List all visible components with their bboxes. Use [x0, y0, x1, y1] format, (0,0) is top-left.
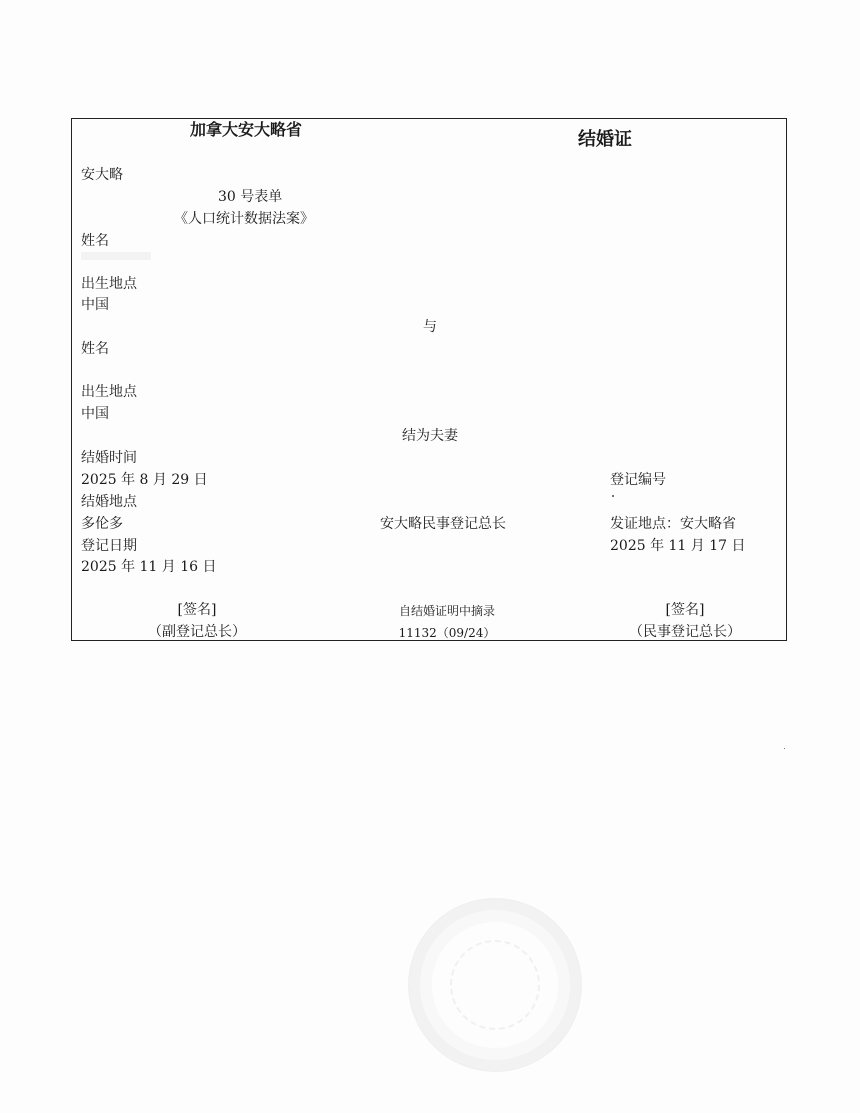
- marriage-place: 多伦多: [81, 516, 123, 532]
- party2-name-label: 姓名: [81, 341, 109, 357]
- jurisdiction-label: 安大略: [81, 167, 123, 183]
- extract-note: 自结婚证明中摘录: [398, 604, 495, 618]
- marriage-date-label: 结婚时间: [81, 450, 137, 466]
- deputy-signature-placeholder: [签名]: [177, 602, 217, 618]
- registrar-role: （民事登记总长）: [629, 624, 741, 640]
- seal-inner-ring: [450, 940, 540, 1030]
- registrar-signature-placeholder: [签名]: [665, 602, 705, 618]
- registration-number-redacted: [612, 495, 614, 497]
- party1-birthplace: 中国: [81, 297, 109, 313]
- scan-speck: [784, 748, 785, 749]
- form-code: 11132（09/24）: [398, 626, 496, 640]
- party1-name-redacted: [81, 252, 151, 260]
- form-number: 30 号表单: [218, 189, 283, 205]
- registration-date-label: 登记日期: [81, 538, 137, 554]
- party2-birthplace: 中国: [81, 406, 109, 422]
- registration-date: 2025 年 11 月 16 日: [81, 559, 217, 575]
- issue-date: 2025 年 11 月 17 日: [610, 538, 746, 554]
- party1-birthplace-label: 出生地点: [81, 276, 137, 292]
- party2-birthplace-label: 出生地点: [81, 384, 137, 400]
- registration-number-label: 登记编号: [610, 472, 666, 488]
- party1-name-label: 姓名: [81, 233, 109, 249]
- province-heading: 加拿大安大略省: [190, 120, 303, 139]
- embossed-seal-icon: [408, 898, 582, 1072]
- certificate-title: 结婚证: [578, 129, 632, 150]
- registrar-general-title: 安大略民事登记总长: [380, 516, 506, 532]
- act-name: 《人口统计数据法案》: [174, 211, 314, 227]
- marriage-place-label: 结婚地点: [81, 494, 137, 510]
- connector-text: 与: [423, 319, 437, 335]
- marriage-date: 2025 年 8 月 29 日: [81, 472, 208, 488]
- marriage-certificate: [71, 118, 787, 641]
- married-phrase: 结为夫妻: [402, 428, 458, 444]
- deputy-registrar-role: （副登记总长）: [148, 624, 246, 640]
- issue-place: 发证地点：安大略省: [610, 516, 736, 532]
